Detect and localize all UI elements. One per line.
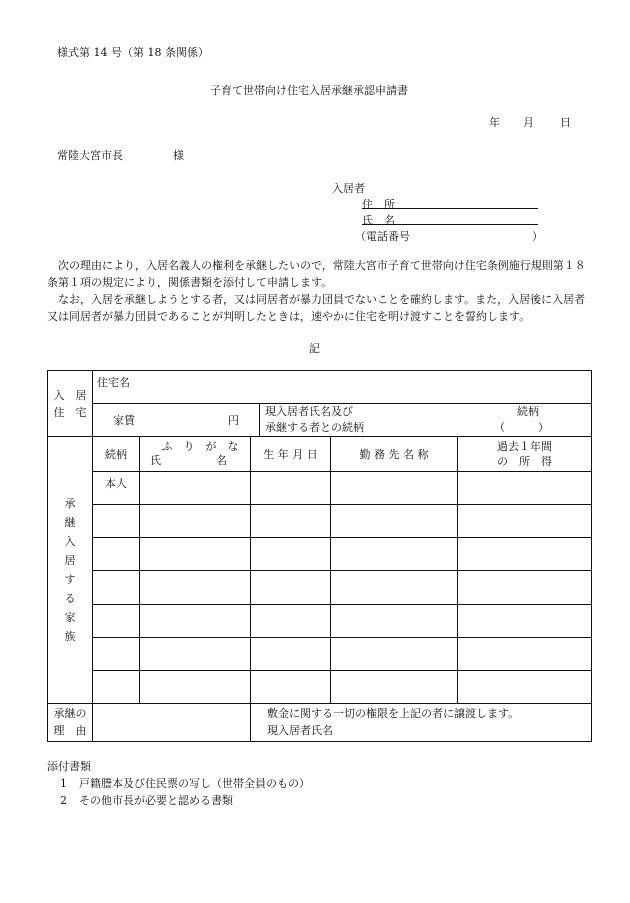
birth-cell[interactable] bbox=[251, 472, 331, 505]
applicant-label: 入居者 bbox=[332, 182, 365, 195]
table-row bbox=[48, 670, 592, 703]
table-row bbox=[48, 472, 592, 505]
application-table bbox=[47, 370, 592, 742]
birth-cell[interactable] bbox=[251, 670, 331, 703]
name-cell[interactable] bbox=[140, 637, 251, 670]
table-row bbox=[48, 538, 592, 571]
birth-cell[interactable] bbox=[251, 637, 331, 670]
reason-input-cell[interactable] bbox=[93, 703, 251, 741]
ki-heading: 記 bbox=[309, 342, 320, 355]
relation-cell[interactable] bbox=[93, 571, 140, 604]
header-income: 過去１年間 の 所 得 bbox=[458, 437, 592, 472]
income-cell[interactable] bbox=[458, 505, 592, 538]
house-name-cell[interactable]: 住宅名 bbox=[93, 371, 592, 404]
family-section-label: 承 継 入 居 す る 家 族 bbox=[48, 437, 93, 704]
relation-cell[interactable] bbox=[93, 670, 140, 703]
work-cell[interactable] bbox=[331, 670, 458, 703]
work-cell[interactable] bbox=[331, 472, 458, 505]
addressee-honorific: 様 bbox=[173, 149, 184, 162]
table-row bbox=[48, 571, 592, 604]
income-cell[interactable] bbox=[458, 637, 592, 670]
header-workplace: 勤 務 先 名 称 bbox=[331, 437, 458, 472]
name-cell[interactable] bbox=[140, 571, 251, 604]
work-cell[interactable] bbox=[331, 538, 458, 571]
applicant-phone-label: （電話番号 bbox=[355, 230, 410, 243]
name-cell[interactable] bbox=[140, 670, 251, 703]
name-cell[interactable] bbox=[140, 505, 251, 538]
form-number: 様式第 14 号（第 18 条関係） bbox=[57, 46, 209, 59]
table-row bbox=[48, 637, 592, 670]
applicant-name-line bbox=[362, 224, 538, 225]
income-cell[interactable] bbox=[458, 472, 592, 505]
reason-label-cell: 承継の 理 由 bbox=[48, 703, 93, 741]
table-row bbox=[48, 505, 592, 538]
applicant-address-line bbox=[362, 208, 538, 209]
income-cell[interactable] bbox=[458, 538, 592, 571]
relation-cell[interactable] bbox=[93, 604, 140, 637]
table-row bbox=[48, 604, 592, 637]
relation-cell[interactable] bbox=[93, 505, 140, 538]
income-cell[interactable] bbox=[458, 604, 592, 637]
document-title: 子育て世帯向け住宅入居承継承認申請書 bbox=[210, 84, 408, 97]
birth-cell[interactable] bbox=[251, 538, 331, 571]
relation-cell: 本人 bbox=[93, 472, 140, 505]
addressee-name: 常陸大宮市長 bbox=[57, 149, 123, 162]
applicant-phone-close: ） bbox=[532, 230, 543, 243]
applicant-name-label: 氏 名 bbox=[362, 214, 395, 227]
income-cell[interactable] bbox=[458, 670, 592, 703]
residence-label-cell: 入 居 住 宅 bbox=[48, 371, 93, 437]
applicant-address-label: 住 所 bbox=[362, 198, 395, 211]
relation-cell[interactable] bbox=[93, 637, 140, 670]
date-year: 年 bbox=[489, 116, 500, 129]
header-relation: 続柄 bbox=[93, 437, 140, 472]
attachments-heading: 添付書類 bbox=[47, 760, 91, 773]
body-paragraph-2: なお，入居を承継しようとする者，又は同居者が暴力団員でないことを確約します。また，入居後に入居者又は同居者が暴力団員であることが判明したときは，速やかに住宅を明け渡すことを誓約します。 bbox=[47, 293, 586, 323]
rent-cell[interactable]: 家賃 円 bbox=[93, 404, 260, 437]
birth-cell[interactable] bbox=[251, 571, 331, 604]
birth-cell[interactable] bbox=[251, 505, 331, 538]
income-cell[interactable] bbox=[458, 571, 592, 604]
header-birthdate: 生 年 月 日 bbox=[251, 437, 331, 472]
work-cell[interactable] bbox=[331, 505, 458, 538]
date-day: 日 bbox=[560, 116, 571, 129]
work-cell[interactable] bbox=[331, 604, 458, 637]
name-cell[interactable] bbox=[140, 604, 251, 637]
name-cell[interactable] bbox=[140, 472, 251, 505]
header-name: ふ り が な 氏 名 bbox=[140, 437, 251, 472]
body-paragraph-1: 次の理由により，入居名義人の権利を承継したいので，常陸大宮市子育て世帯向け住宅条例施行規則第１８条第１項の規定により，関係書類を添付して申請します。 bbox=[47, 259, 586, 289]
work-cell[interactable] bbox=[331, 571, 458, 604]
transfer-cell[interactable]: 敷金に関する一切の権限を上記の者に譲渡します。 現入居者氏名 bbox=[251, 703, 592, 741]
relation-cell[interactable] bbox=[93, 538, 140, 571]
current-resident-cell[interactable]: 現入居者氏名及び 続柄 承継する者との続柄 （ ） bbox=[260, 404, 592, 437]
work-cell[interactable] bbox=[331, 637, 458, 670]
name-cell[interactable] bbox=[140, 538, 251, 571]
date-month: 月 bbox=[523, 116, 534, 129]
attachment-item: 1 戸籍謄本及び住民票の写し（世帯全員のもの） bbox=[60, 777, 310, 790]
attachment-item: 2 その他市長が必要と認める書類 bbox=[60, 794, 233, 807]
birth-cell[interactable] bbox=[251, 604, 331, 637]
